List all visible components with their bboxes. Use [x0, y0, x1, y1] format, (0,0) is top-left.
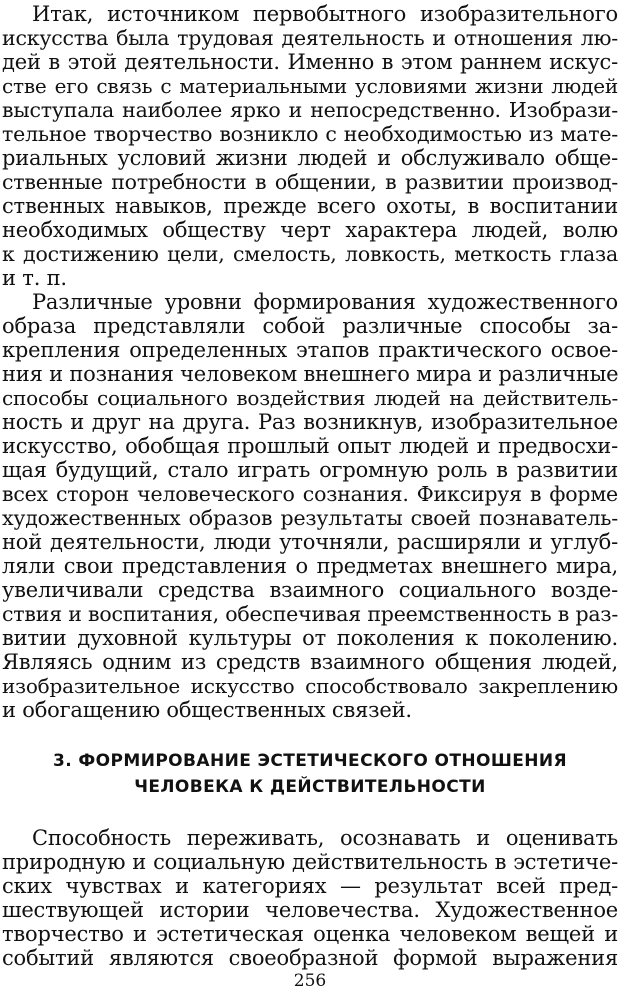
text-line: ния и познания человеком внешнего мира и различные	[2, 362, 619, 386]
text-line: витии духовной культуры от поколения к поколению.	[2, 626, 618, 650]
text-line: ствия и воспитания, обеспечивая преемственность в раз-	[2, 602, 619, 626]
text-line: выступала наиболее ярко и непосредственно. Изобрази-	[2, 98, 618, 122]
text-line: событий являются своеобразной формой выражения	[2, 946, 618, 970]
text-line: изобразительное искусство способствовало закреплению	[2, 674, 618, 698]
text-line: ность и друг на друга. Раз возникнув, изобразительное	[2, 410, 618, 434]
text-line: увеличивали средства взаимного социального возде-	[2, 578, 618, 602]
text-line: природную и социальную действительность в эстетиче-	[2, 850, 618, 874]
page-number: 256	[293, 971, 327, 991]
text-line: риальных условий жизни людей и обслуживало обще-	[2, 146, 618, 170]
text-line: к достижению цели, смелость, ловкость, меткость глаза	[2, 242, 618, 266]
text-line: и т. п.	[2, 266, 67, 290]
text-line: дей в этой деятельности. Именно в этом раннем искус-	[2, 50, 618, 74]
text-line: Являясь одним из средств взаимного общения людей,	[2, 650, 618, 674]
text-line: и обогащению общественных связей.	[2, 698, 412, 722]
text-line: ной деятельности, люди уточняли, расширяли и углуб-	[2, 530, 618, 554]
section-heading-line-2: ЧЕЛОВЕКА К ДЕЙСТВИТЕЛЬНОСТИ	[134, 777, 486, 797]
text-line: щая будущий, стало играть огромную роль в развитии	[2, 458, 618, 482]
text-line: ляли свои представления о предметах внешнего мира,	[2, 554, 618, 578]
text-line: творчество и эстетическая оценка человеком вещей и	[2, 922, 618, 946]
text-line: необходимых обществу черт характера людей, волю	[2, 218, 618, 242]
text-line: искусство, обобщая прошлый опыт людей и предвосхи-	[2, 434, 618, 458]
text-line: крепления определенных этапов практического освое-	[2, 338, 618, 362]
text-line: стве его связь с материальными условиями жизни людей	[2, 74, 618, 98]
text-line: искусства была трудовая деятельность и отношения лю-	[2, 26, 618, 50]
text-line: ственных навыков, прежде всего охоты, в воспитании	[2, 194, 618, 218]
text-line: Различные уровни формирования художественного	[32, 290, 618, 314]
text-line: шествующей истории человечества. Художественное	[2, 898, 618, 922]
text-line: Итак, источником первобытного изобразительного	[32, 2, 618, 26]
text-line: тельное творчество возникло с необходимостью из мате-	[2, 122, 618, 146]
text-line: Способность переживать, осознавать и оценивать	[32, 826, 618, 850]
text-line: способы социального воздействия людей на действитель-	[2, 386, 618, 410]
text-line: ственные потребности в общении, в развитии производ-	[2, 170, 618, 194]
text-line: ских чувствах и категориях — результат всей пред-	[2, 874, 618, 898]
section-heading-line-1: 3. ФОРМИРОВАНИЕ ЭСТЕТИЧЕСКОГО ОТНОШЕНИЯ	[53, 751, 567, 771]
text-line: образа представляли собой различные способы за-	[2, 314, 618, 338]
text-line: всех сторон человеческого сознания. Фиксируя в форме	[2, 482, 618, 506]
text-line: художественных образов результаты своей познаватель-	[2, 506, 618, 530]
